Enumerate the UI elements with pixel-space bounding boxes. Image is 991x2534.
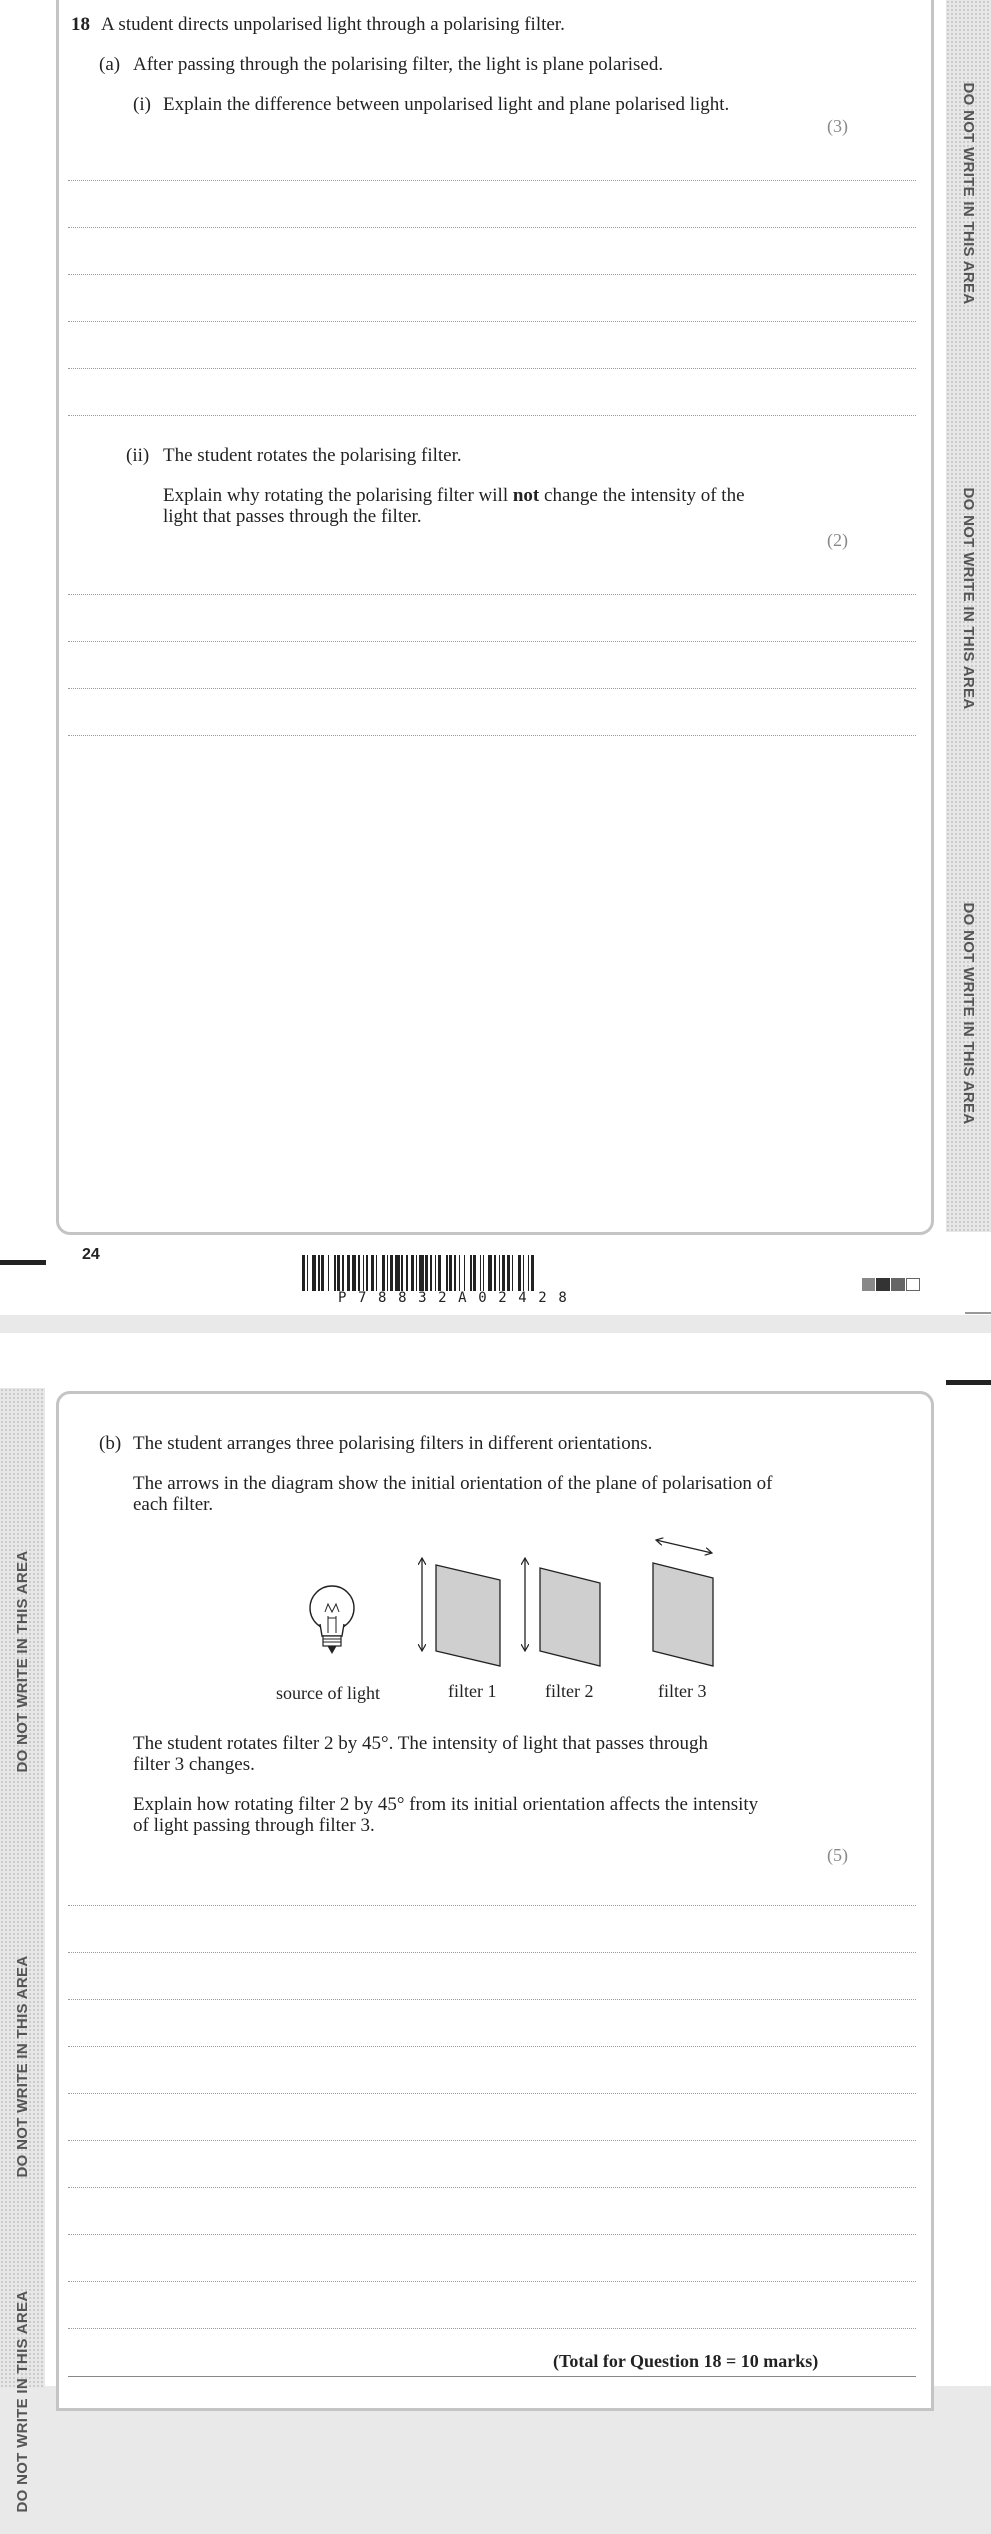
part-a-ii-explain-line2: light that passes through the filter. xyxy=(163,506,422,527)
barcode-bar xyxy=(347,1255,350,1291)
polarising-filters-diagram xyxy=(270,1528,740,1683)
barcode-bar xyxy=(459,1255,461,1291)
barcode-bar xyxy=(512,1255,514,1291)
do-not-write-label: DO NOT WRITE IN THIS AREA xyxy=(960,82,977,305)
do-not-write-label: DO NOT WRITE IN THIS AREA xyxy=(960,902,977,1125)
barcode-bar xyxy=(318,1255,320,1291)
barcode-text: P78832A02428 xyxy=(338,1290,579,1306)
barcode-bar xyxy=(518,1255,521,1291)
filter1-shape xyxy=(436,1565,500,1666)
explain-text: change the intensity of the xyxy=(539,485,745,506)
do-not-write-label: DO NOT WRITE IN THIS AREA xyxy=(14,1955,31,2178)
do-not-write-strip-left xyxy=(0,1388,45,2513)
barcode-bar xyxy=(376,1255,378,1291)
part-b-arrows-line1: The arrows in the diagram show the initial orientation of the plane of polarisation of xyxy=(133,1473,773,1494)
answer-line[interactable] xyxy=(68,1905,916,1906)
answer-line[interactable] xyxy=(68,415,916,416)
explain-line2: of light passing through filter 3. xyxy=(133,1815,375,1836)
filter2-label: filter 2 xyxy=(545,1681,594,1701)
explain-line1: Explain how rotating filter 2 by 45° from its initial orientation affects the intensity xyxy=(133,1794,759,1815)
marks-3: (3) xyxy=(827,116,848,136)
answer-line[interactable] xyxy=(68,2281,916,2282)
answer-line[interactable] xyxy=(68,2234,916,2235)
marks-5: (5) xyxy=(827,1845,848,1865)
rotate-line2: filter 3 changes. xyxy=(133,1754,255,1775)
barcode-bar xyxy=(473,1255,476,1291)
part-a-i-label: (i) xyxy=(133,94,151,115)
barcode-bar xyxy=(438,1255,441,1291)
barcode-bar xyxy=(401,1255,403,1291)
answer-line[interactable] xyxy=(68,688,916,689)
barcode-bar xyxy=(363,1255,365,1291)
barcode-bar xyxy=(352,1255,357,1291)
filter3-shape xyxy=(653,1563,713,1666)
barcode-bar xyxy=(488,1255,493,1291)
answer-line[interactable] xyxy=(68,735,916,736)
barcode-bar xyxy=(480,1255,482,1291)
part-b-text: The student arranges three polarising filters in different orientations. xyxy=(133,1433,653,1454)
barcode-bar xyxy=(390,1255,393,1291)
barcode-bar xyxy=(494,1255,496,1291)
barcode-bar xyxy=(358,1255,360,1291)
header-mark xyxy=(946,1380,991,1385)
barcode-bar xyxy=(366,1255,368,1291)
page-indicator xyxy=(862,1278,920,1291)
answer-line[interactable] xyxy=(68,1999,916,2000)
answer-line[interactable] xyxy=(68,227,916,228)
question-number: 18 xyxy=(71,14,90,35)
source-of-light-label: source of light xyxy=(276,1683,380,1703)
barcode-bar xyxy=(371,1255,374,1291)
do-not-write-label: DO NOT WRITE IN THIS AREA xyxy=(14,1550,31,1773)
barcode-bar xyxy=(302,1255,305,1291)
barcode-bar xyxy=(470,1255,472,1291)
barcode-bar xyxy=(342,1255,344,1291)
filter2-shape xyxy=(540,1568,600,1666)
barcode xyxy=(302,1255,690,1291)
barcode-bar xyxy=(337,1255,340,1291)
answer-line[interactable] xyxy=(68,368,916,369)
part-a-ii-label: (ii) xyxy=(126,445,150,466)
part-a-text: After passing through the polarising filter, the light is plane polarised. xyxy=(133,54,664,75)
part-a-i-text: Explain the difference between unpolarised light and plane polarised light. xyxy=(163,94,730,115)
barcode-bar xyxy=(507,1255,510,1291)
do-not-write-label: DO NOT WRITE IN THIS AREA xyxy=(14,2290,31,2513)
answer-line[interactable] xyxy=(68,2140,916,2141)
part-b-label: (b) xyxy=(99,1433,122,1454)
barcode-bar xyxy=(416,1255,418,1291)
barcode-bar xyxy=(528,1255,530,1291)
barcode-bar xyxy=(430,1255,432,1291)
footer-mark xyxy=(0,1260,46,1265)
barcode-bar xyxy=(419,1255,424,1291)
barcode-bar xyxy=(411,1255,414,1291)
answer-line[interactable] xyxy=(68,274,916,275)
question-total: (Total for Question 18 = 10 marks) xyxy=(553,2351,819,2371)
answer-line[interactable] xyxy=(68,321,916,322)
answer-line[interactable] xyxy=(68,2093,916,2094)
barcode-bar xyxy=(312,1255,317,1291)
answer-line[interactable] xyxy=(68,180,916,181)
filter3-label: filter 3 xyxy=(658,1681,707,1701)
answer-box xyxy=(56,0,934,1235)
barcode-bar xyxy=(334,1255,336,1291)
barcode-bar xyxy=(382,1255,385,1291)
explain-text: Explain why rotating the polarising filter will xyxy=(163,485,513,506)
barcode-bar xyxy=(464,1255,466,1291)
answer-line[interactable] xyxy=(68,2187,916,2188)
barcode-bar xyxy=(387,1255,389,1291)
answer-line[interactable] xyxy=(68,594,916,595)
filter3-arrow xyxy=(656,1540,712,1553)
barcode-bar xyxy=(531,1255,534,1291)
page-number: 24 xyxy=(82,1246,100,1263)
part-b-arrows-line2: each filter. xyxy=(133,1494,214,1515)
question-intro: A student directs unpolarised light through a polarising filter. xyxy=(101,14,565,35)
marks-2: (2) xyxy=(827,530,848,550)
barcode-bar xyxy=(307,1255,309,1291)
barcode-bar xyxy=(454,1255,456,1291)
barcode-bar xyxy=(499,1255,501,1291)
barcode-bar xyxy=(395,1255,400,1291)
do-not-write-strip-right xyxy=(946,0,991,1232)
barcode-bar xyxy=(328,1255,330,1291)
answer-line[interactable] xyxy=(68,641,916,642)
footer-mark xyxy=(965,1312,991,1314)
rotate-line1: The student rotates filter 2 by 45°. The intensity of light that passes through xyxy=(133,1733,709,1754)
barcode-bar xyxy=(435,1255,437,1291)
answer-line[interactable] xyxy=(68,2328,916,2329)
barcode-bar xyxy=(483,1255,485,1291)
barcode-bar xyxy=(425,1255,428,1291)
filter1-label: filter 1 xyxy=(448,1681,497,1701)
barcode-bar xyxy=(446,1255,448,1291)
do-not-write-label: DO NOT WRITE IN THIS AREA xyxy=(960,487,977,710)
barcode-bar xyxy=(502,1255,505,1291)
emphasis-not: not xyxy=(512,485,540,506)
part-a-label: (a) xyxy=(99,54,121,75)
part-a-ii-text: The student rotates the polarising filter. xyxy=(163,445,462,466)
barcode-bar xyxy=(523,1255,525,1291)
barcode-bar xyxy=(449,1255,452,1291)
part-a-ii-explain xyxy=(163,485,745,506)
exam-page-25 xyxy=(0,1333,991,2513)
answer-line[interactable] xyxy=(68,2046,916,2047)
light-bulb-icon xyxy=(310,1586,354,1653)
barcode-bar xyxy=(406,1255,408,1291)
barcode-bar xyxy=(321,1255,324,1291)
answer-line[interactable] xyxy=(68,1952,916,1953)
total-rule xyxy=(68,2376,916,2377)
